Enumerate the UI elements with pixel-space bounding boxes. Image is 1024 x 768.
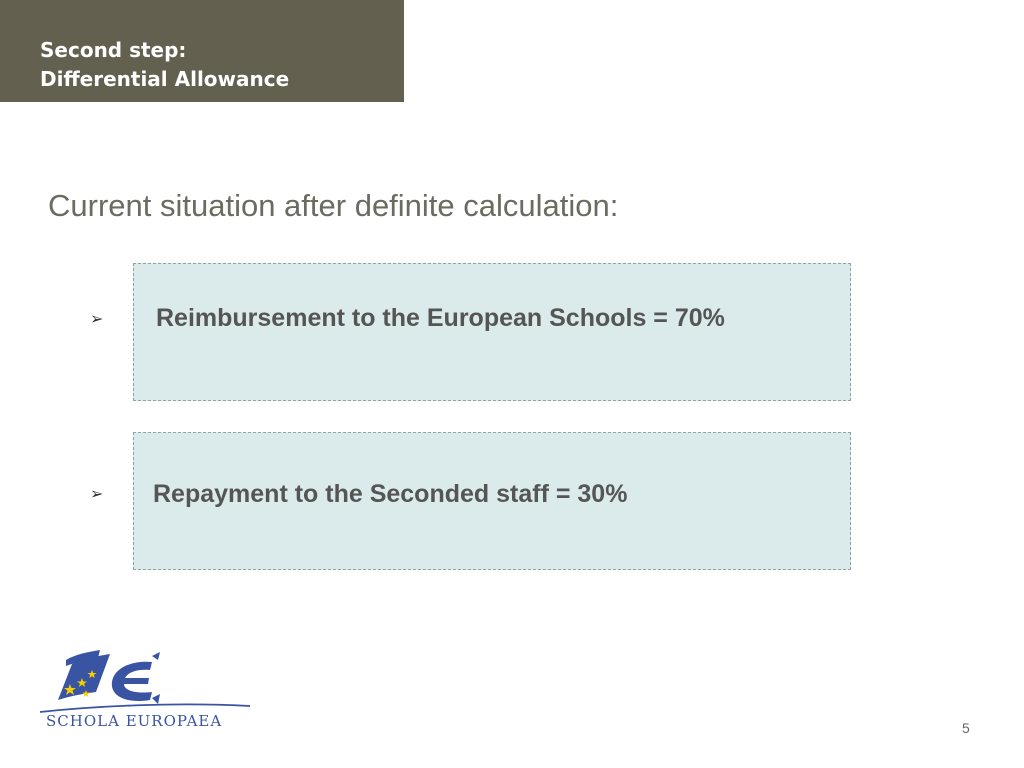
reimbursement-box <box>133 263 851 401</box>
slide-title-band <box>0 0 404 102</box>
schola-europaea-logo <box>36 648 258 730</box>
slide-title-line-1: Second step: <box>40 38 187 62</box>
svg-text:SCHOLA EUROPAEA: SCHOLA EUROPAEA <box>46 712 223 730</box>
page-number: 5 <box>962 720 970 736</box>
repayment-box <box>133 432 851 570</box>
slide-subtitle: Current situation after definite calculation: <box>48 188 619 223</box>
repayment-text: Repayment to the Seconded staff = 30% <box>153 480 628 508</box>
reimbursement-text: Reimbursement to the European Schools = 70% <box>156 304 725 332</box>
bullet-arrow-icon: ➢ <box>90 309 104 328</box>
schola-europaea-logo-icon <box>36 648 258 730</box>
slide-title-line-2: Differential Allowance <box>40 67 290 91</box>
bullet-arrow-icon: ➢ <box>90 484 104 503</box>
